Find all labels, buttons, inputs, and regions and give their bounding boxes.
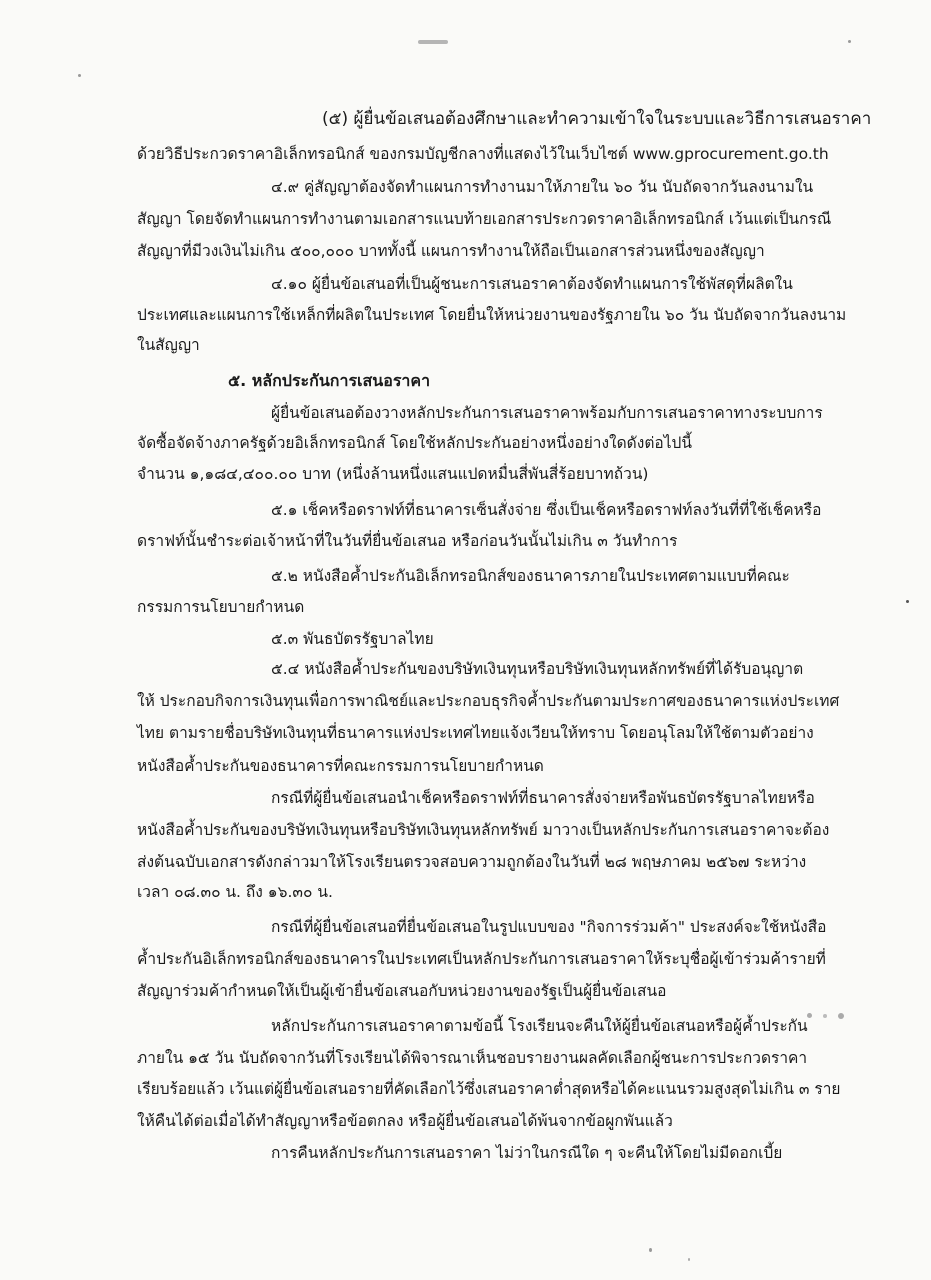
text-line: จัดซื้อจัดจ้างภาครัฐด้วยอิเล็กทรอนิกส์ โดยใช้หลักประกันอย่างหนึ่งอย่างใดดังต่อไปนี้	[137, 434, 692, 452]
text-line: ๕.๒ หนังสือค้ำประกันอิเล็กทรอนิกส์ของธนาคารภายในประเทศตามแบบที่คณะ	[271, 567, 790, 585]
text-line: เรียบร้อยแล้ว เว้นแต่ผู้ยื่นข้อเสนอรายที่คัดเลือกไว้ซึ่งเสนอราคาต่ำสุดหรือได้คะแนนรวมสูงสุดไม่เกิน ๓ ราย	[137, 1080, 841, 1098]
text-line: ๕.๑ เช็คหรือดราฟท์ที่ธนาคารเซ็นสั่งจ่าย ซึ่งเป็นเช็คหรือดราฟท์ลงวันที่ที่ใช้เช็คหรือ	[271, 501, 822, 519]
scan-speck	[649, 1248, 652, 1252]
text-line: ๕.๓ พันธบัตรรัฐบาลไทย	[271, 630, 434, 648]
scan-speck	[78, 74, 81, 77]
scan-speck	[838, 1013, 844, 1019]
text-line: สัญญา โดยจัดทำแผนการทำงานตามเอกสารแนบท้ายเอกสารประกวดราคาอิเล็กทรอนิกส์ เว้นแต่เป็นกรณี	[137, 210, 832, 228]
scan-speck	[823, 1014, 827, 1018]
text-line: ไทย ตามรายชื่อบริษัทเงินทุนที่ธนาคารแห่งประเทศไทยแจ้งเวียนให้ทราบ โดยอนุโลมให้ใช้ตามตัวอย่าง	[137, 724, 814, 742]
text-line: ๔.๑๐ ผู้ยื่นข้อเสนอที่เป็นผู้ชนะการเสนอราคาต้องจัดทำแผนการใช้พัสดุที่ผลิตใน	[271, 275, 793, 293]
text-line: สัญญาที่มีวงเงินไม่เกิน ๕๐๐,๐๐๐ บาททั้งนี้ แผนการทำงานให้ถือเป็นเอกสารส่วนหนึ่งของสัญญา	[137, 242, 765, 260]
text-line: หลักประกันการเสนอราคาตามข้อนี้ โรงเรียนจะคืนให้ผู้ยื่นข้อเสนอหรือผู้ค้ำประกัน	[271, 1017, 808, 1035]
scan-speck	[418, 40, 448, 44]
text-line: ให้คืนได้ต่อเมื่อได้ทำสัญญาหรือข้อตกลง หรือผู้ยื่นข้อเสนอได้พ้นจากข้อผูกพันแล้ว	[137, 1112, 673, 1130]
section-heading: ๕. หลักประกันการเสนอราคา	[228, 371, 431, 390]
text-line: ภายใน ๑๕ วัน นับถัดจากวันที่โรงเรียนได้พิจารณาเห็นชอบรายงานผลคัดเลือกผู้ชนะการประกวดราคา	[137, 1049, 808, 1067]
text-line: สัญญาร่วมค้ากำหนดให้เป็นผู้เข้ายื่นข้อเสนอกับหน่วยงานของรัฐเป็นผู้ยื่นข้อเสนอ	[137, 982, 667, 1000]
text-line: กรณีที่ผู้ยื่นข้อเสนอที่ยื่นข้อเสนอในรูปแบบของ "กิจการร่วมค้า" ประสงค์จะใช้หนังสือ	[271, 918, 827, 936]
text-line: ดราฟท์นั้นชำระต่อเจ้าหน้าที่ในวันที่ยื่นข้อเสนอ หรือก่อนวันนั้นไม่เกิน ๓ วันทำการ	[137, 532, 678, 550]
text-line: ประเทศและแผนการใช้เหล็กที่ผลิตในประเทศ โดยยื่นให้หน่วยงานของรัฐภายใน ๖๐ วัน นับถัดจากวันลงนาม	[137, 306, 847, 324]
text-line: ๔.๙ คู่สัญญาต้องจัดทำแผนการทำงานมาให้ภายใน ๖๐ วัน นับถัดจากวันลงนามใน	[271, 178, 814, 196]
text-line: จำนวน ๑,๑๘๔,๔๐๐.๐๐ บาท (หนึ่งล้านหนึ่งแสนแปดหมื่นสี่พันสี่ร้อยบาทถ้วน)	[137, 465, 649, 483]
text-line: ๕.๔ หนังสือค้ำประกันของบริษัทเงินทุนหรือบริษัทเงินทุนหลักทรัพย์ที่ได้รับอนุญาต	[271, 660, 804, 678]
text-line: การคืนหลักประกันการเสนอราคา ไม่ว่าในกรณีใด ๆ จะคืนให้โดยไม่มีดอกเบี้ย	[271, 1144, 783, 1162]
scan-speck	[848, 40, 851, 43]
text-line: กรณีที่ผู้ยื่นข้อเสนอนำเช็คหรือดราฟท์ที่ธนาคารสั่งจ่ายหรือพันธบัตรรัฐบาลไทยหรือ	[271, 789, 815, 807]
text-line: หนังสือค้ำประกันของธนาคารที่คณะกรรมการนโยบายกำหนด	[137, 757, 544, 775]
text-line: ให้ ประกอบกิจการเงินทุนเพื่อการพาณิชย์และประกอบธุรกิจค้ำประกันตามประกาศของธนาคารแห่งประเทศ	[137, 692, 840, 710]
text-line: ด้วยวิธีประกวดราคาอิเล็กทรอนิกส์ ของกรมบัญชีกลางที่แสดงไว้ในเว็บไซต์ www.gprocurement.go.th	[137, 145, 829, 163]
scan-speck	[688, 1258, 690, 1261]
text-line: ค้ำประกันอิเล็กทรอนิกส์ของธนาคารในประเทศเป็นหลักประกันการเสนอราคาให้ระบุชื่อผู้เข้าร่วมค้ารายที่	[137, 950, 826, 968]
text-line: หนังสือค้ำประกันของบริษัทเงินทุนหรือบริษัทเงินทุนหลักทรัพย์ มาวางเป็นหลักประกันการเสนอราคาจะต้อง	[137, 821, 830, 839]
scan-speck	[906, 600, 909, 603]
text-line: เวลา ๐๘.๓๐ น. ถึง ๑๖.๓๐ น.	[137, 883, 333, 901]
text-line: ผู้ยื่นข้อเสนอต้องวางหลักประกันการเสนอราคาพร้อมกับการเสนอราคาทางระบบการ	[271, 404, 823, 422]
text-line: (๕) ผู้ยื่นข้อเสนอต้องศึกษาและทำความเข้าใจในระบบและวิธีการเสนอราคา	[322, 109, 872, 129]
text-line: ในสัญญา	[137, 336, 200, 354]
text-line: กรรมการนโยบายกำหนด	[137, 598, 305, 616]
text-line: ส่งต้นฉบับเอกสารดังกล่าวมาให้โรงเรียนตรวจสอบความถูกต้องในวันที่ ๒๘ พฤษภาคม ๒๕๖๗ ระหว่าง	[137, 853, 807, 871]
